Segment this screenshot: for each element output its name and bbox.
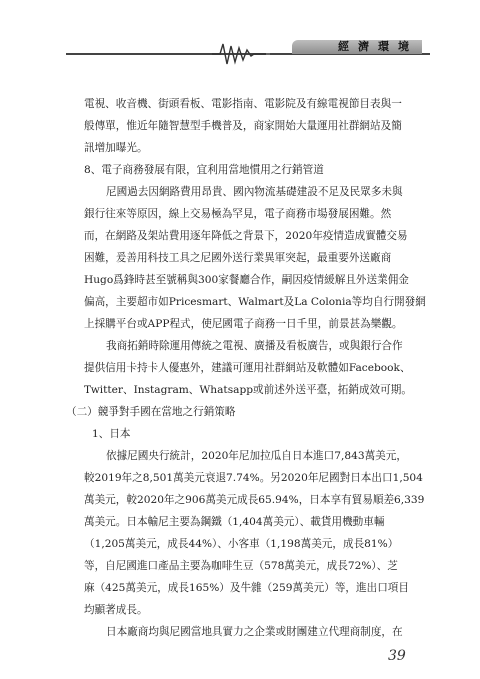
text-line: 萬美元。日本輸尼主要為鋼鐵（1,404萬美元）、載貨用機動車輛 bbox=[84, 516, 385, 528]
text-line: 我商拓銷時除運用傳統之電視、廣播及看板廣告，或與銀行合作 bbox=[106, 340, 403, 352]
text-line: 日本廠商均與尼國當地具實力之企業或財團建立代理商制度，在 bbox=[106, 626, 403, 638]
text-line: 般傳單，惟近年隨智慧型手機普及，商家開始大量運用社群網站及簡 bbox=[84, 120, 402, 132]
text-line: 麻（425萬美元，成長165%）及牛雜（259萬美元）等，進出口項目 bbox=[84, 582, 409, 594]
text-line: 較2019年之8,501萬美元衰退7.74%。另2020年尼國對日本出口1,504 bbox=[84, 472, 423, 484]
section-heading: （二）競爭對手國在當地之行銷策略 bbox=[66, 406, 236, 418]
subsection-heading: 1、日本 bbox=[92, 428, 131, 440]
section-title: 經濟環境 bbox=[338, 40, 418, 53]
text-line: 上採購平台或APP程式，使尼國電子商務一日千里，前景甚為樂觀。 bbox=[84, 318, 403, 330]
text-line: 均顯著成長。 bbox=[84, 604, 148, 616]
text-line: 萬美元，較2020年之906萬美元成長65.94%，日本享有貿易順差6,339 bbox=[84, 494, 425, 506]
text-line: （1,205萬美元，成長44%）、小客車（1,198萬美元，成長81%） bbox=[84, 538, 399, 550]
text-line: 依據尼國央行統計，2020年尼加拉瓜自日本進口7,843萬美元， bbox=[106, 450, 407, 462]
heartbeat-wave-icon bbox=[212, 40, 272, 70]
list-item-heading: 8、電子商務發展有限，宜利用當地慣用之行銷管道 bbox=[84, 164, 324, 176]
text-line: 偏高，主要超市如Pricesmart、Walmart及La Colonia等均自行開發網 bbox=[84, 296, 426, 308]
text-line: Hugo爲鋒時甚至號稱與300家餐廳合作，嗣因疫情緩解且外送業佣金 bbox=[84, 274, 409, 286]
text-line: 提供信用卡持卡人優惠外，建議可運用社群網站及軟體如Facebook、 bbox=[84, 362, 411, 374]
text-line: 等，自尼國進口產品主要為咖啡生豆（578萬美元，成長72%）、芝 bbox=[84, 560, 398, 572]
text-line: 訊增加曝光。 bbox=[84, 142, 148, 154]
page-header bbox=[0, 0, 480, 70]
text-line: 困難，爰善用科技工具之尼國外送行業異軍突起，最重要外送廠商 bbox=[84, 252, 392, 264]
page-number: 39 bbox=[388, 648, 406, 664]
text-line: Twitter、Instagram、Whatsapp或前述外送平臺，拓銷成效可期。 bbox=[84, 384, 412, 396]
text-line: 而，在網路及架站費用逐年降低之背景下，2020年疫情造成實體交易 bbox=[84, 230, 408, 242]
text-line: 電視、收音機、街頭看板、電影指南、電影院及有線電視節目表與一 bbox=[84, 98, 402, 110]
text-line: 銀行往來等原因，線上交易極為罕見，電子商務市場發展困難。然 bbox=[84, 208, 392, 220]
text-line: 尼國過去因網路費用昂貴、國內物流基礎建設不足及民眾多未與 bbox=[106, 186, 403, 198]
